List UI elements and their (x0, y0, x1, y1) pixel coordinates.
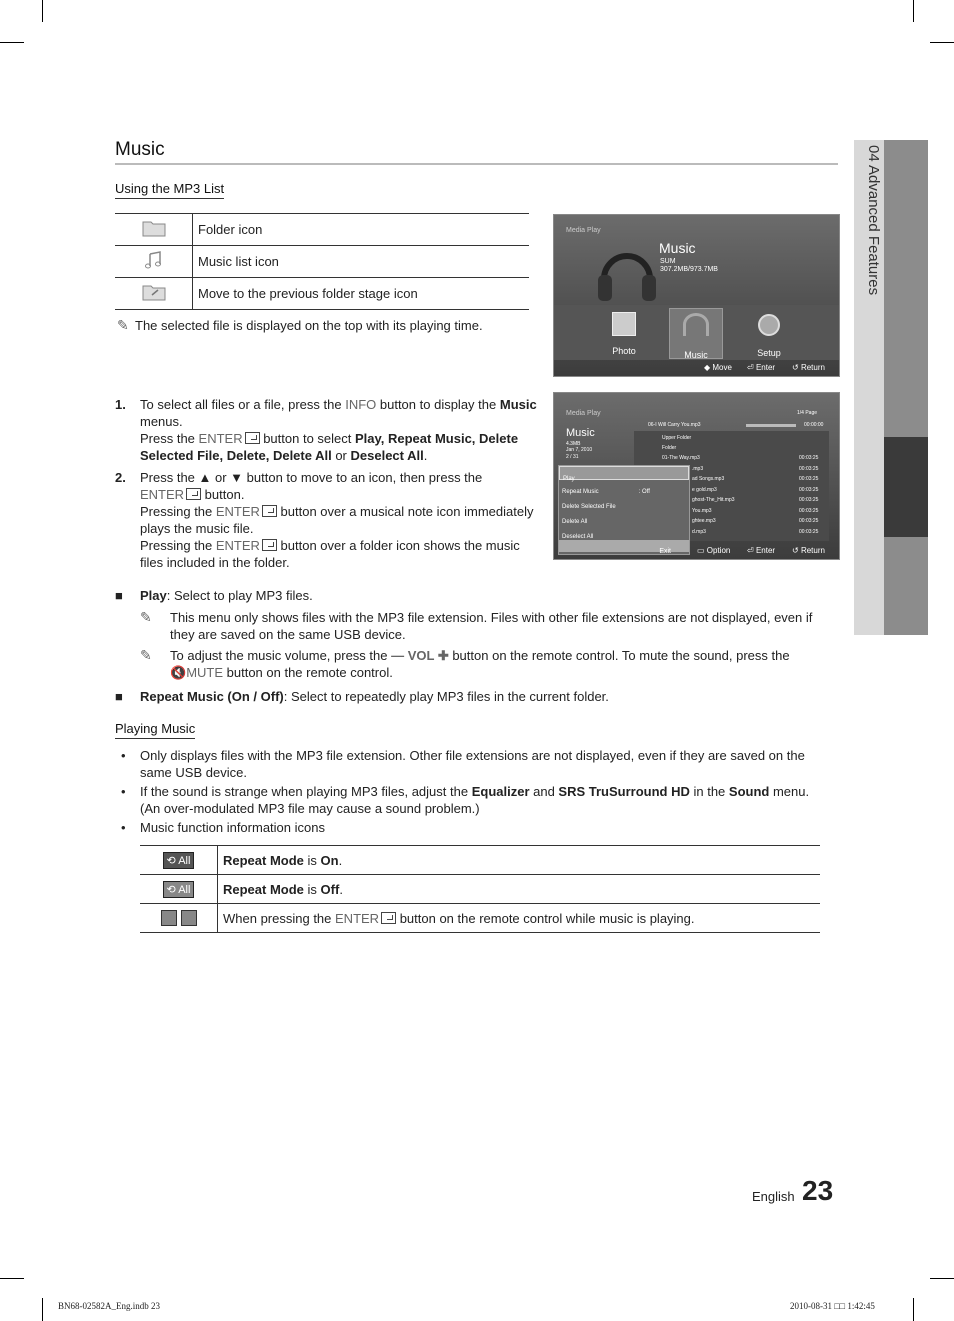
enter-icon (381, 912, 396, 924)
list-item[interactable]: You.mp3 (692, 508, 712, 514)
function-icons-table (140, 845, 820, 933)
music-list-icon (144, 250, 164, 270)
crop-mark (42, 0, 43, 22)
crop-mark (913, 0, 914, 22)
media-play-screen (553, 214, 840, 377)
photo-icon (612, 312, 636, 336)
enter-icon (262, 539, 277, 551)
folder-icon (142, 219, 166, 237)
bullet-repeat: ■ Repeat Music (On / Off): Select to repeatedly play MP3 files in the current folder. (115, 689, 609, 704)
progress-bar (746, 424, 796, 427)
play-options (115, 587, 825, 705)
return-hint: ↺ Return (792, 363, 825, 372)
gear-icon (758, 314, 780, 336)
step-2: 2. Press the ▲ or ▼ button to move to an icon, then press the ENTER button. Pressing the ENTER button over a musical note icon immediately plays the music file. Pressing the ENTER button over a folder icon shows the music files included in the folder. (115, 470, 534, 570)
previous-folder-icon-label: Move to the previous folder stage icon (193, 278, 530, 310)
enter-hint: ⏎ Enter (747, 546, 776, 555)
list-item[interactable]: 01-The Way.mp3 (662, 455, 700, 461)
previous-folder-icon (142, 283, 166, 301)
enter-icon (262, 505, 277, 517)
music-list-icon-label: Music list icon (193, 246, 530, 278)
bullet-mp3-only: • Only displays files with the MP3 file extension. Other file extensions are not displayed, even if they are saved on the same USB device. (121, 748, 805, 780)
icon-table (115, 213, 529, 310)
mp3-list-note: ✎ The selected file is displayed on the top with its playing time. (117, 317, 483, 333)
list-item[interactable]: ghtee.mp3 (692, 518, 716, 524)
enter-hint: ⏎ Enter (747, 363, 776, 372)
table-row (115, 214, 529, 246)
footer-file: BN68-02582A_Eng.indb 23 (58, 1301, 160, 1311)
tile-photo[interactable]: Photo (604, 310, 644, 356)
square-bullet-icon: ■ (115, 588, 123, 603)
folder-icon-label: Folder icon (193, 214, 530, 246)
list-item[interactable]: d.mp3 (692, 529, 706, 535)
screen-sub1: SUM (660, 258, 676, 265)
option-hint: ▭ Option (697, 546, 731, 555)
menu-exit[interactable]: Exit (559, 540, 689, 552)
playing-music-heading: Playing Music (115, 720, 195, 739)
list-item[interactable]: Upper Folder (662, 435, 692, 441)
headphones-icon (683, 313, 709, 336)
tile-row (554, 305, 839, 360)
section-title: Music (115, 139, 165, 160)
note-pencil-icon: ✎ (140, 609, 152, 625)
enter-icon (245, 432, 260, 444)
menu-item-play[interactable]: Play (559, 466, 689, 480)
bullet-equalizer: • If the sound is strange when playing MP3 files, adjust the Equalizer and SRS TruSurround HD in the Sound menu. (An over-modulated MP3 file may cause a sound problem.) (121, 784, 810, 816)
playing-bullets (115, 747, 830, 836)
section-rule (115, 163, 838, 165)
chapter-tab-strip (884, 140, 928, 635)
menu-item-repeat[interactable]: Repeat Music : Off (562, 489, 650, 495)
repeat-on-icon: ⟲ All (163, 852, 195, 869)
crop-mark (0, 1278, 24, 1279)
headphones-icon (592, 237, 662, 307)
options-menu (558, 465, 690, 555)
page-number: 23 (802, 1175, 834, 1206)
screen-breadcrumb: Media Play (566, 227, 601, 234)
music-list-screen: Media Play Music 4.3MB Jan 7, 2010 2 / 31 06-I Will Carry You.mp3 00:00:00 1/4 Page Upper Folder Folder 01-The Way.mp3 .mp3 ad Songs.mp3 e gold.mp3 ghost-The_Hit.mp3 You.mp3 ghtee.mp3 d.mp3 00:03:25 00:03:25 00:03:25 00:03:25 00:03:25 00:03:25 00:03:25 00:03:25 Play Repeat Music : Off Delete Selected File Delete All Deselect All Exit ▭ Option ⏎ Enter ↺ Return (553, 392, 840, 560)
table-row: ⟲ All Repeat Mode is Off. (140, 875, 820, 904)
table-row (115, 246, 529, 278)
footer-language: English (752, 1189, 795, 1204)
menu-item-deselect-all[interactable]: Deselect All (562, 534, 594, 540)
pause-icon (181, 910, 197, 926)
crop-mark (930, 42, 954, 43)
screen-title: Music (566, 427, 595, 439)
screen-breadcrumb: Media Play (566, 410, 601, 417)
move-hint: ◆ Move (704, 363, 732, 372)
mute-icon: 🔇 (170, 665, 187, 680)
chapter-label: 04 Advanced Features (865, 145, 882, 296)
repeat-off-icon: ⟲ All (163, 881, 195, 898)
play-icon (161, 910, 177, 926)
menu-item-delete-all[interactable]: Delete All (562, 519, 588, 525)
enter-icon (186, 488, 201, 500)
file-list: Upper Folder Folder 01-The Way.mp3 .mp3 ad Songs.mp3 e gold.mp3 ghost-The_Hit.mp3 You.mp3 ghtee.mp3 d.mp3 00:03:25 00:03:25 00:03:25 00:03:25 00:03:25 00:03:25 00:03:25 00:03:25 (634, 431, 829, 541)
crop-mark (913, 1298, 914, 1321)
list-item[interactable]: ad Songs.mp3 (692, 476, 725, 482)
screen-sub2: 307.2MB/973.7MB (660, 266, 718, 273)
screen-title: Music (659, 240, 696, 256)
footer-date: 2010-08-31 □□ 1:42:45 (790, 1301, 875, 1311)
list-item[interactable]: Folder (662, 445, 677, 451)
table-row: ⟲ All Repeat Mode is On. (140, 846, 820, 875)
crop-mark (0, 42, 24, 43)
note-pencil-icon: ✎ (117, 317, 129, 333)
bullet-function-icons: • Music function information icons (121, 820, 325, 835)
now-playing: 06-I Will Carry You.mp3 (648, 422, 701, 428)
list-item[interactable]: ghost-The_Hit.mp3 (692, 497, 735, 503)
tile-music[interactable]: Music (669, 308, 723, 359)
crop-mark (930, 1278, 954, 1279)
square-bullet-icon: ■ (115, 689, 123, 704)
mp3-list-heading: Using the MP3 List (115, 180, 224, 199)
return-hint: ↺ Return (792, 546, 825, 555)
step-1: 1. To select all files or a file, press the INFO button to display the Music menus. Press the ENTER button to select Play, Repeat Music, Delete Selected File, Delete, Delete All or Deselect All. (115, 397, 537, 463)
table-row (115, 278, 529, 310)
table-row: When pressing the ENTER button on the remote control while music is playing. (140, 904, 820, 933)
list-item[interactable]: e gold.mp3 (692, 487, 717, 493)
steps (115, 396, 540, 571)
note-pencil-icon: ✎ (140, 647, 152, 663)
chapter-tab-active (884, 437, 928, 537)
note-mp3-only: ✎ This menu only shows files with the MP3 file extension. Files with other file extensions are not displayed, even if they are saved on the same USB device. (140, 609, 813, 642)
bullet-play: ■ Play: Select to play MP3 files. (115, 588, 313, 603)
list-item[interactable]: .mp3 (692, 466, 704, 472)
note-volume: ✎ To adjust the music volume, press the — VOL ✚ button on the remote control. To mute the sound, press the 🔇MUTE button on the remote control. (140, 647, 790, 680)
crop-mark (42, 1298, 43, 1321)
menu-item-delete-selected[interactable]: Delete Selected File (562, 504, 616, 510)
tile-setup[interactable]: Setup (749, 310, 789, 356)
